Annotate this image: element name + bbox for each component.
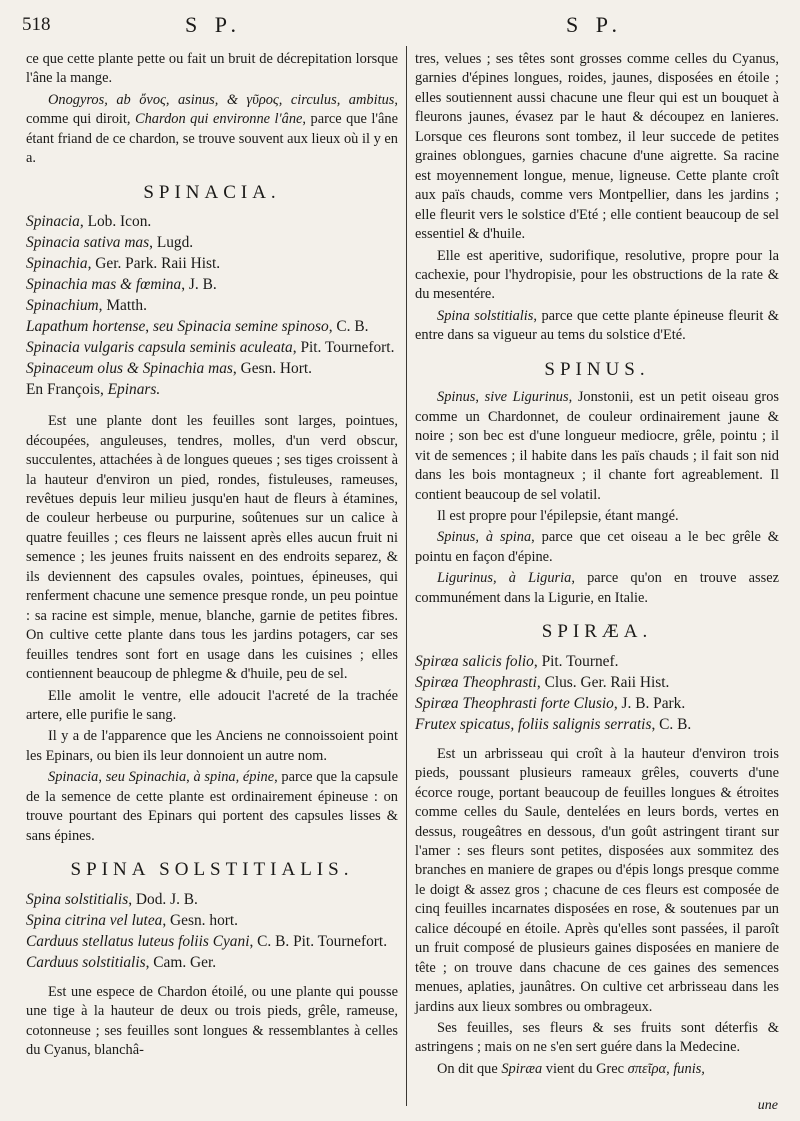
latin-name: Spiræa salicis folio (415, 652, 534, 670)
text-run: , (98, 769, 106, 786)
latin-term: Spiræa (501, 1060, 543, 1077)
text-run: , (186, 769, 194, 786)
author-ref: , Lugd. (149, 234, 194, 252)
paragraph (415, 528, 779, 567)
latin-term: Chardon qui environne l'âne (135, 111, 303, 128)
synonym-line (26, 337, 398, 358)
latin-term: Onogyros, ab ὄνος, asinus, & γῦρος, circulus, ambitus (48, 91, 395, 108)
french-name: Epinars. (107, 381, 161, 399)
author-ref: , Clus. Ger. Raii Hist. (536, 673, 670, 691)
section-heading: SPIRÆA. (541, 621, 653, 643)
paragraph (26, 768, 398, 846)
column-divider (406, 46, 407, 1106)
paragraph (26, 91, 398, 169)
right-running-head: S P. (566, 12, 624, 37)
synonym-line (26, 211, 398, 232)
latin-name: Spiræa Theophrasti forte Clusio (415, 694, 614, 712)
paragraph (415, 1060, 779, 1079)
running-header (0, 8, 800, 38)
synonym-line (26, 889, 398, 910)
paragraph: tres, velues ; ses têtes sont grosses comme celles du Cyanus, garnies d'épines longues, roides, jaunes, disposées en étoile ; elles soutiennent aussi chacune une fleur qui est un bouquet à fleurons jaunes, évasez par le haut & découpez en lanieres. Lorsque ces fleurons sont tombez, il leur succede de petites graines oblongues, garnies chacune d'une aigrette. Sa racine est moyennement longue, menue, ligneuse. Cette plante croît aux païs chauds, comme vers Montpellier, dans les jardins ; elle fleurit vers le solstice d'Eté ; elle contient beaucoup de sel essentiel & d'huile. (415, 51, 779, 243)
left-running-head: S P. (185, 12, 243, 37)
synonym-line (26, 910, 398, 931)
paragraph (415, 307, 779, 346)
paragraph: Elle amolit le ventre, elle adoucit l'acreté de la trachée artere, elle purifie le sang. (26, 687, 398, 723)
synonym-line (26, 358, 398, 379)
paragraph (415, 388, 779, 505)
paragraph: Elle est aperitive, sudorifique, resolutive, propre pour la cachexie, pour l'hydropisie, pour les obstructions de la rate & du mesentére. (415, 247, 779, 303)
synonym-line (26, 952, 398, 973)
latin-name: Spinacia vulgaris capsula seminis aculeata (26, 339, 293, 357)
paragraph: Il est propre pour l'épilepsie, étant mangé. (437, 507, 679, 524)
paragraph: Ses feuilles, ses fleurs & ses fruits sont déterfis & astringens ; mais on ne s'en sert guére dans la Medecine. (415, 1020, 779, 1056)
text-run: , parce qu'on en trouve assez communément dans la Ligurie, en Italie. (415, 570, 779, 606)
latin-name: seu Spinacia semine spinoso (152, 318, 329, 336)
author-ref: , C. B. (328, 318, 369, 336)
latin-name: Spinachium (26, 297, 99, 315)
latin-name: Spina citrina vel lutea (26, 911, 163, 929)
latin-term: Spina solstitialis (437, 307, 534, 324)
text-run: , parce que cet oiseau a le bec grêle & pointu en façon d'épine. (415, 529, 779, 565)
latin-term: Spinacia (48, 769, 99, 786)
text-run: , Jonstonii, est un petit oiseau gros comme un Chardonnet, de couleur ordinairement jaune & noire ; son bec est d'une longueur mediocre, grêle, pointu ; il vit de semences ; il habite dans les païs chauds ; il fait son nid dans les bois montagneux ; il chante fort agreablement. Il contient beaucoup de sel volatil. (415, 389, 779, 503)
author-ref: , Pit. Tournef. (533, 652, 619, 670)
text-run: On dit que (437, 1060, 502, 1077)
paragraph (415, 569, 779, 608)
author-ref: , Gesn. Hort. (232, 360, 312, 378)
text-run: , (475, 389, 485, 406)
text-run: En François, (26, 381, 108, 399)
paragraph: ce que cette plante pette ou fait un bruit de décrepitation lorsque l'âne la mange. (26, 51, 398, 87)
latin-name: Spinacia sativa mas (26, 234, 150, 252)
synonym-line (26, 274, 398, 295)
author-ref: , J. B. Park. (613, 694, 686, 712)
latin-term: seu Spinachia (105, 769, 187, 786)
section-heading: SPINA SOLSTITIALIS. (70, 859, 354, 881)
latin-name: Spiræa Theophrasti (415, 673, 537, 691)
latin-name: Spinachia mas & fœmina (26, 276, 182, 294)
latin-name: Spinaceum olus & Spinachia mas (26, 360, 233, 378)
author-ref: , Ger. Park. Raii Hist. (87, 255, 221, 273)
synonym-line (26, 931, 398, 952)
latin-name: Spina solstitialis (26, 890, 129, 908)
latin-name: Carduus stellatus luteus foliis Cyani (26, 932, 250, 950)
right-column (415, 50, 779, 1081)
catchword: une (757, 1098, 778, 1113)
text-run: , (666, 1060, 674, 1077)
greek-term: σπεῖρα (627, 1060, 667, 1077)
author-ref: , Matth. (98, 297, 147, 315)
synonym-line (415, 693, 779, 714)
latin-name: Spinachia (26, 255, 88, 273)
latin-term: funis, (673, 1060, 705, 1077)
author-ref: , Gesn. hort. (162, 911, 239, 929)
text-run: , parce que la capsule de la semence de cette plante est ordinairement épineuse : on trouve pourtant des Epinars qui portent des capsules lisses & sans épines. (26, 769, 399, 844)
latin-term: Ligurinus, à Liguria (437, 570, 572, 587)
section-heading: SPINACIA. (143, 181, 281, 203)
author-ref: , J. B. (181, 276, 217, 294)
synonym-line (26, 295, 398, 316)
author-ref: , Pit. Tournefort. (292, 339, 395, 357)
synonym-line (26, 316, 398, 337)
synonym-line (415, 672, 779, 693)
latin-name: Spinacia (26, 213, 80, 231)
text-run: , (145, 318, 153, 336)
paragraph: Est une espece de Chardon étoilé, ou une plante qui pousse une tige à la hauteur de deux ou trois pieds, grêle, rameuse, cotonneuse ; ses feuilles sont longues & ressemblantes à celles du Cyanus, blanchâ- (26, 983, 398, 1058)
paragraph: Est une plante dont les feuilles sont larges, pointues, découpées, anguleuses, tendres, molles, d'un verd obscur, succulentes, attachées à de longues queues ; ses tiges croissent à la hauteur d'environ un pied, rondes, fistuleuses, rameuses, revêtues depuis leur milieu jusqu'en haut de fleurs à étamines, de couleur herbeuse ou purpurine, soûtenues sur un calice à quatre feuilles ; ces fleurs ne laissent après elles aucun fruit ni semence ; les jeunes fruits naissent en des endroits separez, & ils deviennent des capsules ovales, pointues, épineuses, qui renferment chacune une semence presque ronde, un peu pointue : sa racine est simple, menue, blanche, garnie de petites fibres. On cultive cette plante dans tous les jardins potagers, car ses feuilles tendres sont fort en usage dans les cuisines ; elles contiennent beaucoup de phlegme & d'huile, peu de sel. (26, 413, 398, 683)
latin-term: à spina, épine (193, 769, 275, 786)
paragraph: Est un arbrisseau qui croît à la hauteur d'environ trois pieds, poussant plusieurs rameaux grêles, couverts d'une écorce rouge, portant beaucoup de feuilles longues & étroites comme celles du Saule, dentelées en leurs bords, vertes en dessus, rougeâtres en dessous, d'un goût astringent tirant sur l'amer : ses fleurs sont petites, disposées aux sommitez des branches en maniere de grapes ou d'épis longs presque comme le doigt & assez gros ; chacune de ces fleurs est composée de cinq feuilles incarnates disposées en rose, & soutenues par un calice découpé en étoile. Après qu'elles sont passées, il paroît un fruit composé de plusieurs gaines disposées en maniere de tête ; on trouve dans chacune de ces gaines des semences menues, aplaties, jaunâtres. On cultive cet arbrisseau dans les jardins aux lieux sombres ou ombrageux. (415, 745, 779, 1015)
text-run: , comme qui diroit, (26, 91, 398, 128)
latin-name: Lapathum hortense (26, 318, 146, 336)
author-ref: , C. B. Pit. Tournefort. (249, 932, 388, 950)
paragraph: Il y a de l'apparence que les Anciens ne connoissoient point les Epinars, ou bien ils leur donnoient un autre nom. (26, 728, 398, 764)
latin-name: Carduus solstitialis (26, 953, 146, 971)
latin-term: Spinus, à spina (437, 529, 532, 546)
page-number: 518 (22, 14, 51, 35)
synonym-line (415, 651, 779, 672)
latin-term: sive Ligurinus (484, 389, 569, 406)
section-heading: SPINUS. (544, 358, 650, 380)
text-run: , parce que cette plante épineuse fleurit & entre dans sa vigueur au tems du solstice d'Eté. (415, 307, 780, 344)
synonym-line (415, 714, 779, 735)
synonym-line (26, 253, 398, 274)
author-ref: , C. B. (651, 715, 692, 733)
latin-term: Spinus (437, 389, 476, 406)
author-ref: , Dod. J. B. (128, 890, 198, 908)
left-column (26, 50, 398, 1062)
synonym-line (26, 232, 398, 253)
author-ref: , Cam. Ger. (145, 953, 217, 971)
synonym-line (26, 379, 398, 400)
text-run: , parce que l'âne étant friand de ce chardon, se trouve souvent aux lieux où il y en a. (26, 111, 398, 167)
latin-name: Frutex spicatus, foliis salignis serratis (415, 715, 652, 733)
author-ref: , Lob. Icon. (79, 213, 152, 231)
text-run: vient du Grec (542, 1060, 628, 1077)
